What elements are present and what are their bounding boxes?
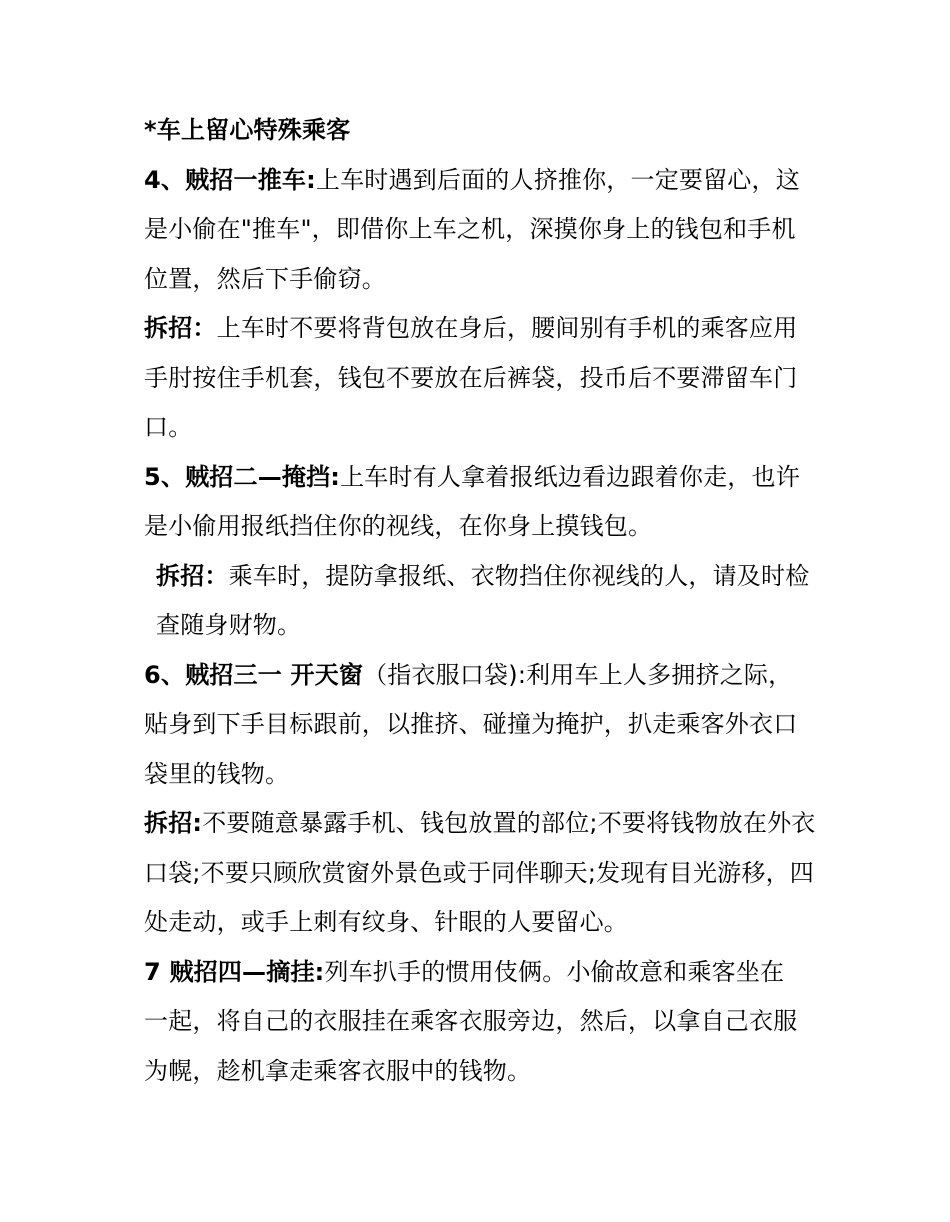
section-6-counter-label: 拆招: bbox=[144, 809, 203, 837]
section-5-title: 5、贼招二—掩挡: bbox=[144, 462, 341, 491]
section-4-counter-paragraph bbox=[144, 304, 816, 453]
section-4-body: 上车时遇到后面的人挤推你，一定要留心，这是小偷在"推车"，即借你上车之机，深摸你身上的钱包和手机位置，然后下手偷窃。 bbox=[144, 165, 800, 293]
document-page bbox=[144, 106, 816, 1096]
section-4-paragraph bbox=[144, 156, 816, 305]
section-6-body: （指衣服口袋):利用车上人多拥挤之际，贴身到下手目标跟前，以推挤、碰撞为掩护，扒走乘客外衣口袋里的钱物。 bbox=[144, 660, 798, 788]
section-6-paragraph bbox=[144, 651, 816, 800]
section-4-counter: 上车时不要将背包放在身后，腰间别有手机的乘客应用手肘按住手机套，钱包不要放在后裤袋，投币后不要滞留车门口。 bbox=[144, 314, 798, 441]
section-5-body: 上车时有人拿着报纸边看边跟着你走，也许是小偷用报纸挡住你的视线，在你身上摸钱包。 bbox=[144, 462, 800, 540]
section-4-counter-label: 拆招： bbox=[144, 314, 217, 342]
section-4-title: 4、贼招一推车: bbox=[144, 165, 316, 194]
section-5-counter-label: 拆招： bbox=[156, 561, 229, 590]
section-5-paragraph bbox=[144, 453, 816, 552]
section-7-body: 列车扒手的惯用伎俩。小偷故意和乘客坐在 一起，将自己的衣服挂在乘客衣服旁边，然后，以拿自己衣服为幌，趁机拿走乘客衣服中的钱物。 bbox=[144, 957, 798, 1085]
section-6-counter: 不要随意暴露手机、钱包放置的部位;不要将钱物放在外衣口袋;不要只顾欣赏窗外景色或于同伴聊天;发现有目光游移，四处走动，或手上刺有纹身、针眼的人要留心。 bbox=[144, 809, 816, 936]
document-heading: *车上留心特殊乘客 bbox=[144, 116, 351, 144]
section-5-counter: 乘车时，提防拿报纸、衣物挡住你视线的人，请及时检查随身财物。 bbox=[156, 561, 810, 639]
section-5-counter-paragraph bbox=[144, 552, 816, 651]
section-7-paragraph bbox=[144, 948, 816, 1097]
section-7-title: 7 贼招四—摘挂: bbox=[144, 957, 325, 986]
section-6-title: 6、贼招三一 开天窗 bbox=[144, 660, 364, 689]
section-6-counter-paragraph bbox=[144, 799, 816, 948]
